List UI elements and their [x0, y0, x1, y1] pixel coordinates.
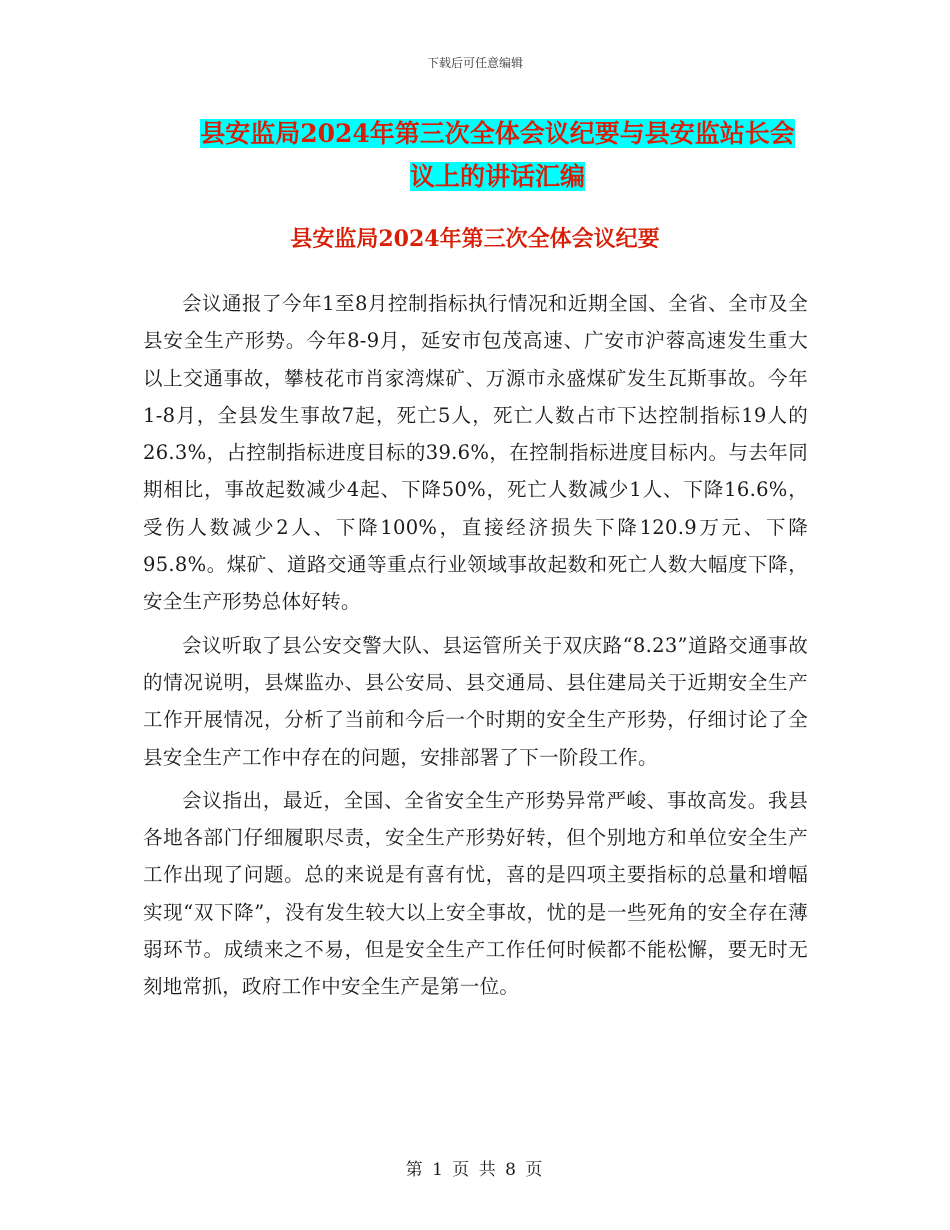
section-title: 县安监局2024年第三次全体会议纪要: [290, 226, 660, 252]
document-title: [185, 112, 810, 198]
body-text: [143, 285, 808, 1012]
document-title-line-1: 县安监局2024年第三次全体会议纪要与县安监站长会: [200, 119, 795, 148]
paragraph: 会议听取了县公安交警大队、县运管所关于双庆路“8.23”道路交通事故的情况说明，县煤监办、县公安局、县交通局、县住建局关于近期安全生产工作开展情况，分析了当前和今后一个时期的安全生产形势，仔细讨论了全县安全生产工作中存在的问题，安排部署了下一阶段工作。: [143, 633, 808, 769]
document-title-line-2: 议上的讲话汇编: [409, 162, 585, 191]
paragraph: 会议通报了今年1至8月控制指标执行情况和近期全国、全省、全市及全县安全生产形势。今年8-9月，延安市包茂高速、广安市沪蓉高速发生重大以上交通事故，攀枝花市肖家湾煤矿、万源市永盛煤矿发生瓦斯事故。今年1-8月，全县发生事故7起，死亡5人，死亡人数占市下达控制指标19人的26.3%，占控制指标进度目标的39.6%，在控制指标进度目标内。与去年同期相比，事故起数减少4起、下降50%，死亡人数减少1人、下降16.6%，受伤人数减少2人、下降100%，直接经济损失下降120.9万元、下降95.8%。煤矿、道路交通等重点行业领域事故起数和死亡人数大幅度下降，安全生产形势总体好转。: [143, 292, 808, 614]
paragraph: 会议指出，最近，全国、全省安全生产形势异常严峻、事故高发。我县各地各部门仔细履职尽责，安全生产形势好转，但个别地方和单位安全生产工作出现了问题。总的来说是有喜有忧，喜的是四项主要指标的总量和增幅实现“双下降”，没有发生较大以上安全事故，忧的是一些死角的安全存在薄弱环节。成绩来之不易，但是安全生产工作任何时候都不能松懈，要无时无刻地常抓，政府工作中安全生产是第一位。: [143, 788, 808, 999]
page-footer: 第 1 页 共 8 页: [405, 1160, 545, 1180]
header-note: 下载后可任意编辑: [426, 56, 523, 70]
